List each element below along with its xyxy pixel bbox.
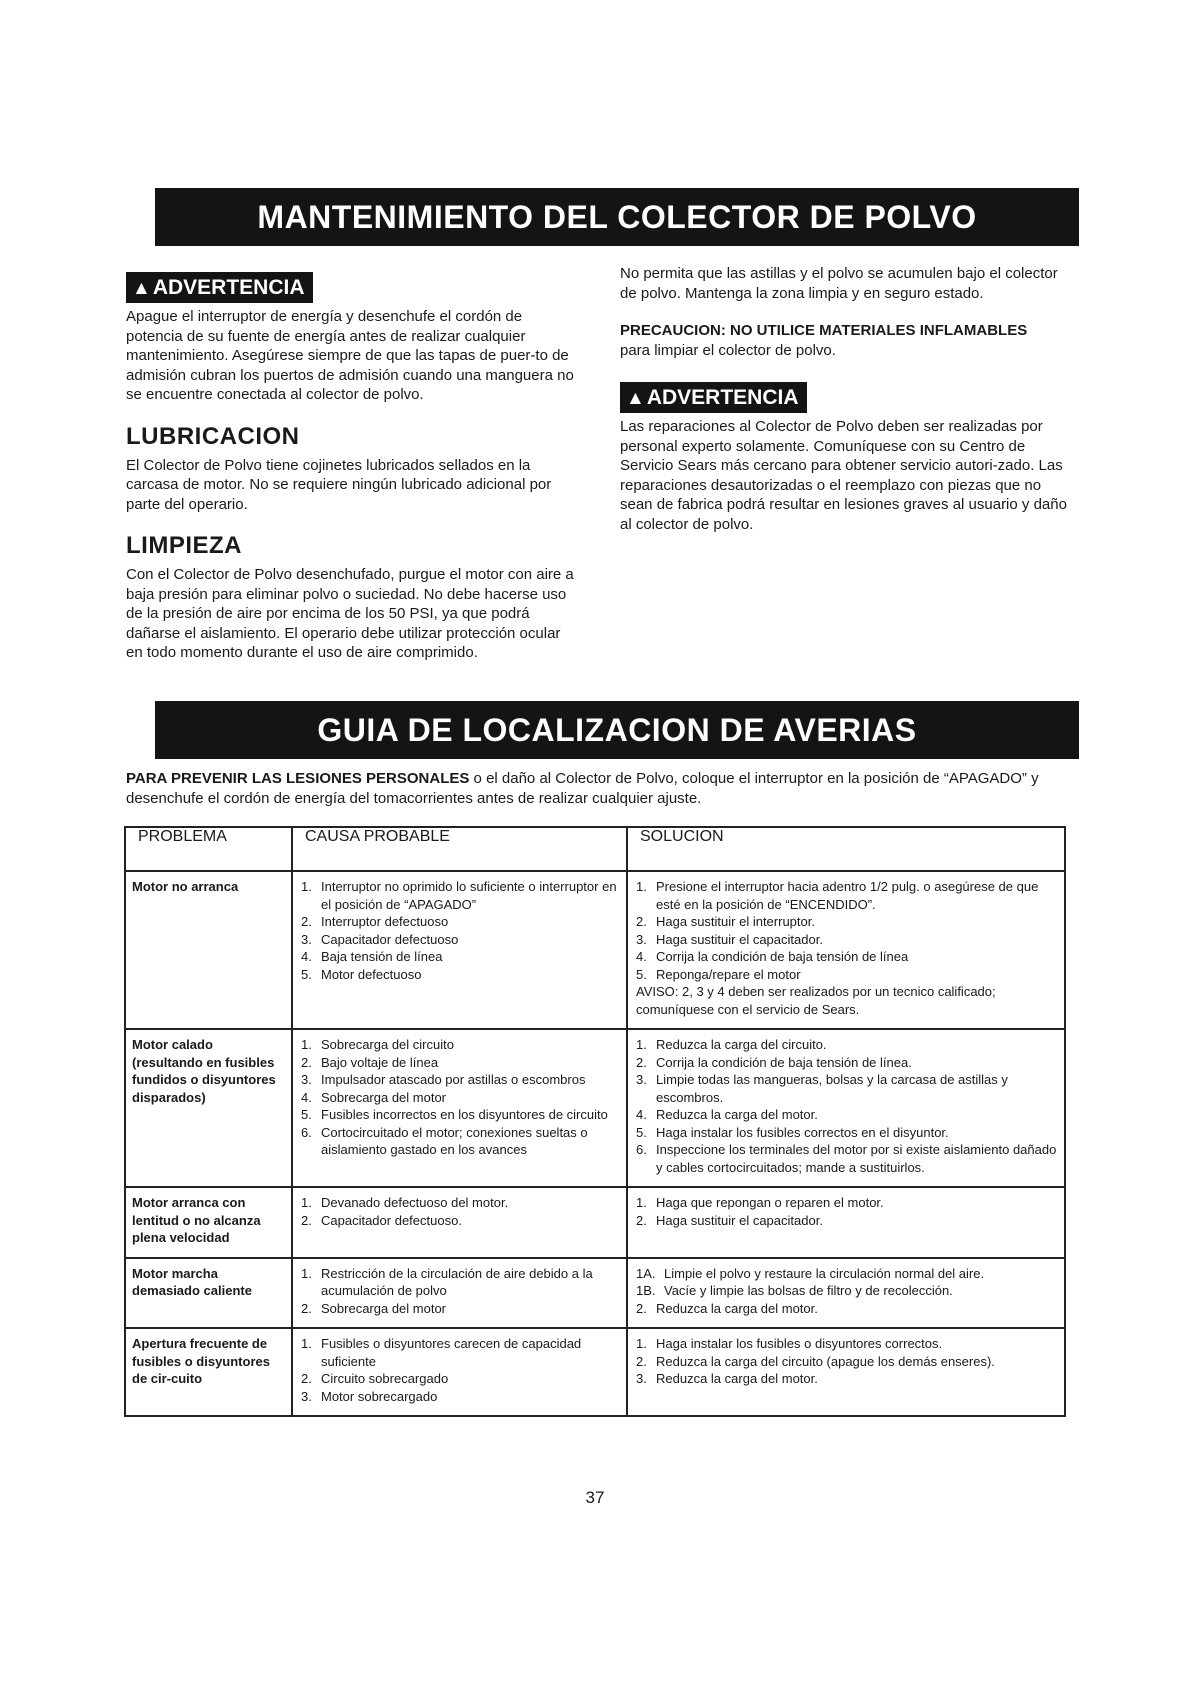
item-number: 2. (636, 1353, 647, 1369)
item-number: 2. (636, 1300, 647, 1316)
header-solucion: SOLUCION (627, 827, 1065, 871)
item-text: Limpie el polvo y restaure la circulación normal del aire. (664, 1265, 985, 1281)
cause-cell (292, 1187, 627, 1258)
table-row (125, 1328, 1065, 1416)
warning-triangle-icon: ▲ (626, 388, 645, 409)
item-text: Motor defectuoso (321, 966, 422, 982)
page-number: 37 (585, 1488, 605, 1507)
list-item (634, 1370, 1058, 1388)
list-item (634, 1194, 1058, 1212)
item-text: Reduzca la carga del circuito (apague los demás enseres). (656, 1353, 995, 1369)
item-text: Restricción de la circulación de aire debido a la acumulación de polvo (321, 1265, 593, 1298)
warning-label-2: ADVERTENCIA (646, 386, 799, 409)
solution-cell (627, 1258, 1065, 1329)
lubricacion-heading: LUBRICACION (126, 422, 300, 450)
item-text: Sobrecarga del motor (321, 1300, 447, 1316)
item-text: Bajo voltaje de línea (321, 1054, 439, 1070)
table-row (125, 1029, 1065, 1187)
lubricacion-text: El Colector de Polvo tiene cojinetes lubricados sellados en la carcasa de motor. No se requiere ningún lubricado adicional por parte del operario. (126, 456, 552, 513)
item-number: 3. (636, 1072, 647, 1087)
item-number: 1. (301, 1037, 312, 1052)
item-number: 1. (636, 1037, 647, 1052)
header-causa: CAUSA PROBABLE (292, 827, 627, 871)
troubleshooting-table (124, 826, 1066, 1417)
item-number: 1B. (636, 1283, 656, 1298)
item-number: 5. (636, 1124, 647, 1140)
solution-cell (627, 871, 1065, 1029)
item-number: 6. (636, 1142, 647, 1157)
list-item (634, 1054, 1058, 1072)
list-item (299, 913, 620, 931)
right-column (620, 264, 1070, 534)
item-number: 4. (636, 949, 647, 964)
item-number: 3. (636, 1371, 647, 1386)
problem-cell: Motor arranca con lentitud o no alcanza plena velocidad (125, 1187, 292, 1258)
list-item (299, 1089, 620, 1107)
item-text: Vacíe y limpie las bolsas de filtro y de recolección. (664, 1283, 953, 1298)
item-number: 3. (301, 1072, 312, 1087)
list-item (634, 913, 1058, 931)
item-number: 1. (301, 1336, 312, 1351)
cause-cell (292, 1328, 627, 1416)
item-text: Corrija la condición de baja tensión de línea (656, 949, 909, 964)
list-item (299, 931, 620, 949)
solution-note: AVISO: 2, 3 y 4 deben ser realizados por un tecnico calificado; comuníquese con el servicio de Sears. (636, 984, 996, 1017)
item-number: 1. (636, 1336, 647, 1351)
item-text: Cortocircuitado el motor; conexiones sueltas o aislamiento gastado en los avances (321, 1124, 588, 1157)
item-text: Haga sustituir el capacitador. (656, 1212, 823, 1228)
item-text: Haga sustituir el capacitador. (656, 931, 823, 947)
item-number: 3. (301, 931, 312, 947)
item-number: 4. (301, 1089, 312, 1105)
item-text: Limpie todas las mangueras, bolsas y la carcasa de astillas y escombros. (656, 1072, 1008, 1105)
list-item (299, 1194, 620, 1212)
item-number: 1. (301, 1265, 312, 1281)
list-item (299, 878, 620, 913)
item-text: Interruptor no oprimido lo suficiente o interruptor en el posición de “APAGADO” (321, 879, 617, 912)
item-text: Devanado defectuoso del motor. (321, 1195, 509, 1210)
item-number: 2. (636, 1212, 647, 1228)
warning-badge-2 (620, 382, 807, 413)
list-item (299, 1370, 620, 1388)
list-item (634, 931, 1058, 949)
warning-text: Apague el interruptor de energía y desenchufe el cordón de potencia de su fuente de energía antes de realizar cualquier mantenimiento. Asegúrese siempre de que las tapas de puer-to de admisión cubran los puertos de admisión cuando una manguera no se encuentre conectada al colector de polvo. (126, 308, 574, 403)
list-item (299, 1124, 620, 1159)
list-item (299, 948, 620, 966)
list-item (634, 1335, 1058, 1353)
item-text: Reduzca la carga del motor. (656, 1107, 818, 1122)
problem-cell: Motor calado (resultando en fusibles fundidos o disyuntores disparados) (125, 1029, 292, 1187)
list-item (299, 1212, 620, 1230)
intro-text: o el daño al Colector de Polvo, coloque el interruptor en la posición de “APAGADO” y desenchufe el cordón de energía del tomacorrientes antes de realizar cualquier ajuste. (126, 770, 1039, 807)
list-item (634, 1282, 1058, 1300)
item-text: Sobrecarga del motor (321, 1089, 447, 1105)
table-row (125, 871, 1065, 1029)
list-item (634, 1265, 1058, 1283)
list-item (299, 1036, 620, 1054)
list-item (299, 1265, 620, 1300)
intro-bold: PARA PREVENIR LAS LESIONES PERSONALES (126, 770, 470, 787)
troubleshooting-section-title: GUIA DE LOCALIZACION DE AVERIAS (155, 701, 1079, 759)
item-number: 1. (636, 879, 647, 894)
item-number: 1. (301, 1195, 312, 1210)
item-text: Haga instalar los fusibles o disyuntores correctos. (656, 1336, 943, 1351)
item-number: 2. (301, 1054, 312, 1070)
item-text: Interruptor defectuoso (321, 914, 449, 929)
item-number: 2. (636, 1054, 647, 1070)
problem-cell: Motor no arranca (125, 871, 292, 1029)
cleanliness-text: No permita que las astillas y el polvo se acumulen bajo el colector de polvo. Mantenga la zona limpia y en seguro estado. (620, 265, 1058, 302)
solution-cell (627, 1187, 1065, 1258)
list-item (299, 1388, 620, 1406)
item-text: Corrija la condición de baja tensión de línea. (656, 1054, 912, 1070)
list-item (634, 1141, 1058, 1176)
limpieza-text: Con el Colector de Polvo desenchufado, purgue el motor con aire a baja presión para eliminar polvo o suciedad. No debe hacerse uso de la presión de aire por encima de los 50 PSI, ya que podrá dañarse el aislamiento. El operario debe utilizar protección ocular en todo momento durante el uso de aire comprimido. (126, 566, 574, 661)
list-item (299, 1054, 620, 1072)
item-text: Reduzca la carga del motor. (656, 1300, 818, 1316)
cause-cell (292, 1258, 627, 1329)
item-text: Circuito sobrecargado (321, 1371, 449, 1386)
item-number: 4. (636, 1107, 647, 1122)
item-number: 2. (636, 914, 647, 929)
list-item (299, 1106, 620, 1124)
item-text: Reponga/repare el motor (656, 966, 801, 982)
maintenance-section-title: MANTENIMIENTO DEL COLECTOR DE POLVO (155, 188, 1079, 246)
list-item (634, 1212, 1058, 1230)
repair-warning-text: Las reparaciones al Colector de Polvo deben ser realizadas por personal experto solamente. Comuníquese con su Centro de Servicio Sears más cercano para obtener servicio autori-zado. Las reparaciones desautorizadas o el reemplazo con piezas que no sean de fabrica podrá resultar en lesiones graves al usuario y daño al colector de polvo. (620, 418, 1067, 533)
item-number: 2. (301, 1300, 312, 1316)
precaution-paragraph (620, 321, 1070, 360)
item-number: 3. (301, 1388, 312, 1404)
list-item (634, 878, 1058, 913)
list-item (634, 948, 1058, 966)
item-number: 5. (301, 1107, 312, 1122)
item-number: 6. (301, 1124, 312, 1140)
list-item (634, 1124, 1058, 1142)
left-column (126, 272, 576, 663)
item-number: 2. (301, 914, 312, 929)
item-text: Haga que repongan o reparen el motor. (656, 1195, 884, 1210)
list-item (299, 1071, 620, 1089)
list-item (634, 1071, 1058, 1106)
solution-cell (627, 1328, 1065, 1416)
item-text: Haga instalar los fusibles correctos en el disyuntor. (656, 1124, 949, 1140)
warning-badge (126, 272, 313, 303)
item-text: Haga sustituir el interruptor. (656, 914, 815, 929)
precaution-text: para limpiar el colector de polvo. (620, 341, 836, 359)
item-text: Inspeccione los terminales del motor por si existe aislamiento dañado y cables cortocircuitados; mande a sustituirlos. (656, 1142, 1057, 1175)
item-number: 1. (636, 1195, 647, 1210)
item-text: Capacitador defectuoso (321, 931, 459, 947)
list-item (634, 1106, 1058, 1124)
item-text: Capacitador defectuoso. (321, 1212, 462, 1228)
cause-cell (292, 871, 627, 1029)
item-number: 5. (636, 966, 647, 982)
table-row (125, 1258, 1065, 1329)
item-number: 5. (301, 966, 312, 982)
list-item (299, 966, 620, 984)
warning-label: ADVERTENCIA (152, 276, 305, 299)
item-text: Motor sobrecargado (321, 1388, 438, 1404)
troubleshooting-intro (126, 769, 1066, 809)
precaution-bold: PRECAUCION: NO UTILICE MATERIALES INFLAMABLES (620, 322, 1028, 339)
list-item (634, 1353, 1058, 1371)
list-item (634, 1300, 1058, 1318)
item-number: 2. (301, 1371, 312, 1386)
item-text: Baja tensión de línea (321, 949, 443, 964)
item-text: Sobrecarga del circuito (321, 1037, 454, 1052)
table-row (125, 1187, 1065, 1258)
problem-cell: Motor marcha demasiado caliente (125, 1258, 292, 1329)
problem-cell: Apertura frecuente de fusibles o disyuntores de cir-cuito (125, 1328, 292, 1416)
item-text: Reduzca la carga del motor. (656, 1371, 818, 1386)
item-number: 2. (301, 1212, 312, 1228)
item-text: Fusibles o disyuntores carecen de capacidad suficiente (321, 1336, 582, 1369)
item-number: 1A. (636, 1265, 656, 1281)
solution-cell (627, 1029, 1065, 1187)
item-text: Impulsador atascado por astillas o escombros (321, 1072, 586, 1087)
item-number: 1. (301, 879, 312, 894)
item-text: Presione el interruptor hacia adentro 1/2 pulg. o asegúrese de que esté en la posición de “ENCENDIDO”. (656, 879, 1039, 912)
item-number: 3. (636, 931, 647, 947)
warning-triangle-icon: ▲ (132, 278, 151, 299)
list-item (299, 1335, 620, 1370)
list-item (299, 1300, 620, 1318)
item-text: Fusibles incorrectos en los disyuntores de circuito (321, 1107, 608, 1122)
limpieza-heading: LIMPIEZA (126, 532, 242, 559)
cause-cell (292, 1029, 627, 1187)
list-item (634, 966, 1058, 984)
header-problema: PROBLEMA (125, 827, 292, 871)
item-number: 4. (301, 949, 312, 964)
item-text: Reduzca la carga del circuito. (656, 1037, 827, 1052)
list-item (634, 1036, 1058, 1054)
